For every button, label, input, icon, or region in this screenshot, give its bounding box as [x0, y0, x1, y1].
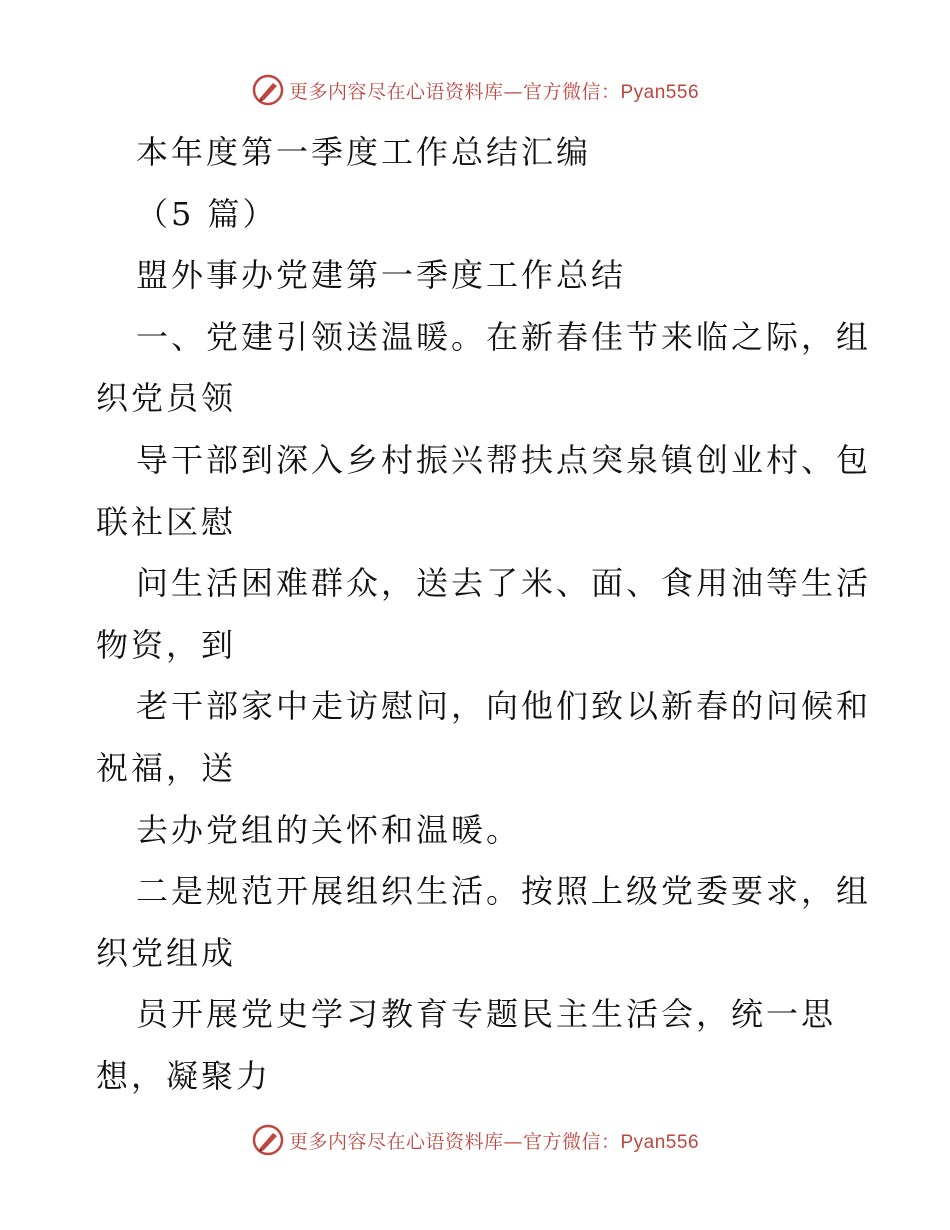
text-line: 织党组成	[96, 933, 237, 972]
text-line: 导干部到深入乡村振兴帮扶点突泉镇创业村、包	[136, 440, 872, 479]
document-body	[96, 122, 872, 1108]
header-banner	[0, 68, 950, 112]
pen-logo-icon	[251, 1123, 285, 1157]
text-line: 织党员领	[96, 379, 237, 418]
text-line: 物资，到	[96, 625, 237, 664]
text-line: 一、党建引领送温暖。在新春佳节来临之际，组	[136, 317, 872, 356]
footer-banner	[0, 1118, 950, 1162]
text-line: 盟外事办党建第一季度工作总结	[136, 256, 627, 295]
text-line: 问生活困难群众，送去了米、面、食用油等生活	[136, 564, 872, 603]
banner-text: 更多内容尽在心语资料库—官方微信：Pyan556	[288, 1130, 700, 1153]
text-line: 联社区慰	[96, 502, 237, 541]
pen-logo-icon	[251, 73, 285, 107]
text-line: 员开展党史学习教育专题民主生活会，统一思	[136, 995, 837, 1034]
text-line: （5 篇）	[136, 194, 278, 233]
text-line: 祝福，送	[96, 748, 237, 787]
text-line: 想，凝聚力	[96, 1056, 272, 1095]
text-line: 本年度第一季度工作总结汇编	[136, 133, 592, 171]
text-line: 二是规范开展组织生活。按照上级党委要求，组	[136, 872, 872, 911]
text-line: 老干部家中走访慰问，向他们致以新春的问候和	[136, 687, 872, 726]
text-line: 去办党组的关怀和温暖。	[136, 810, 522, 849]
banner-text: 更多内容尽在心语资料库—官方微信：Pyan556	[288, 80, 700, 103]
